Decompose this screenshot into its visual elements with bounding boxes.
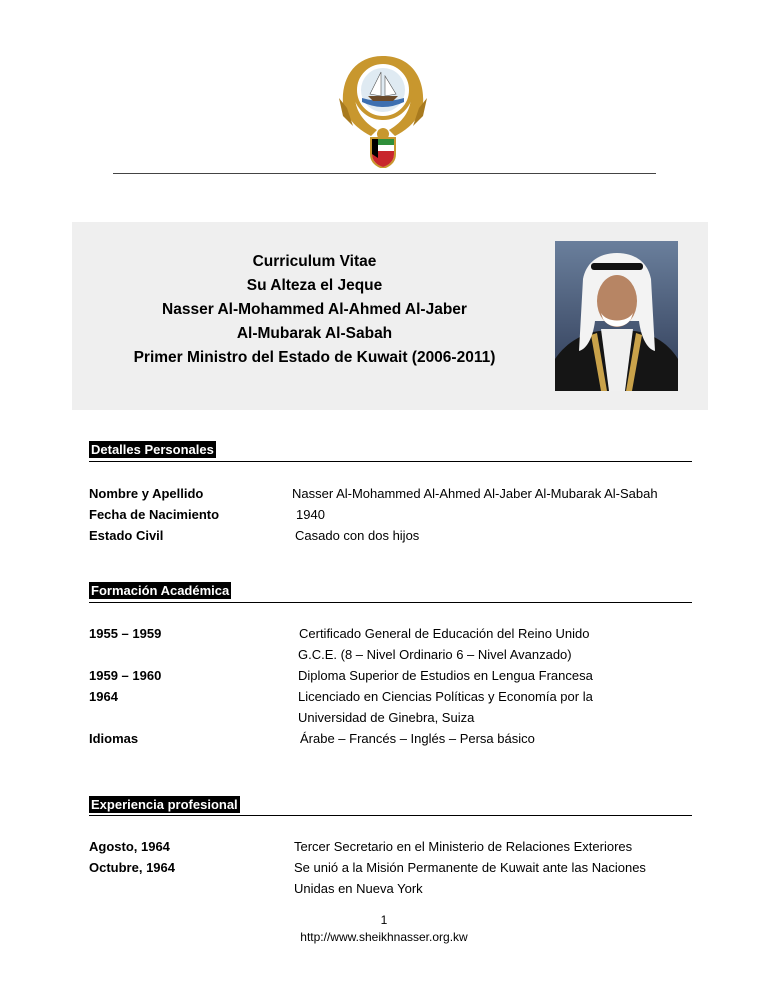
label-education-period: 1955 – 1959 bbox=[89, 626, 162, 641]
education-entry: Diploma Superior de Estudios en Lengua Francesa bbox=[298, 668, 593, 683]
cv-title bbox=[72, 250, 557, 370]
label-education-period: 1964 bbox=[89, 689, 118, 704]
title-line: Primer Ministro del Estado de Kuwait (2006-2011) bbox=[133, 349, 496, 366]
experience-entry: Unidas en Nueva York bbox=[294, 881, 423, 896]
title-line: Curriculum Vitae bbox=[252, 253, 377, 270]
education-entry: Certificado General de Educación del Reino Unido bbox=[299, 626, 590, 641]
languages-value: Árabe – Francés – Inglés – Persa básico bbox=[300, 731, 535, 746]
education-entry: G.C.E. (8 – Nivel Ordinario 6 – Nivel Avanzado) bbox=[298, 647, 572, 662]
section-rule bbox=[89, 815, 692, 816]
label-languages: Idiomas bbox=[89, 731, 139, 746]
label-name: Nombre y Apellido bbox=[89, 486, 204, 501]
title-line: Su Alteza el Jeque bbox=[246, 277, 383, 294]
label-marital-status: Estado Civil bbox=[89, 528, 164, 543]
education-entry: Universidad de Ginebra, Suiza bbox=[298, 710, 475, 725]
label-education-period: 1959 – 1960 bbox=[89, 668, 162, 683]
section-heading-personal: Detalles Personales bbox=[91, 442, 214, 457]
footer-url: http://www.sheikhnasser.org.kw bbox=[300, 930, 468, 944]
section-rule bbox=[89, 602, 692, 603]
experience-entry: Tercer Secretario en el Ministerio de Relaciones Exteriores bbox=[294, 839, 633, 854]
kuwait-emblem bbox=[333, 38, 433, 168]
section-heading-education: Formación Académica bbox=[91, 583, 230, 598]
section-rule bbox=[89, 461, 692, 462]
value-marital-status: Casado con dos hijos bbox=[295, 528, 420, 543]
portrait-photo bbox=[555, 241, 678, 391]
value-name: Nasser Al-Mohammed Al-Ahmed Al-Jaber Al-Mubarak Al-Sabah bbox=[292, 486, 658, 501]
label-birthdate: Fecha de Nacimiento bbox=[89, 507, 220, 522]
experience-entry: Se unió a la Misión Permanente de Kuwait ante las Naciones bbox=[294, 860, 646, 875]
value-birthdate: 1940 bbox=[296, 507, 325, 522]
title-line: Nasser Al-Mohammed Al-Ahmed Al-Jaber bbox=[162, 301, 467, 318]
page-number: 1 bbox=[380, 913, 388, 927]
title-banner bbox=[72, 222, 708, 410]
label-experience-date: Agosto, 1964 bbox=[89, 839, 170, 854]
section-heading-experience: Experiencia profesional bbox=[91, 797, 238, 812]
education-entry: Licenciado en Ciencias Políticas y Economía por la bbox=[298, 689, 593, 704]
title-line: Al-Mubarak Al-Sabah bbox=[236, 325, 393, 342]
header-rule bbox=[113, 173, 656, 174]
label-experience-date: Octubre, 1964 bbox=[89, 860, 175, 875]
